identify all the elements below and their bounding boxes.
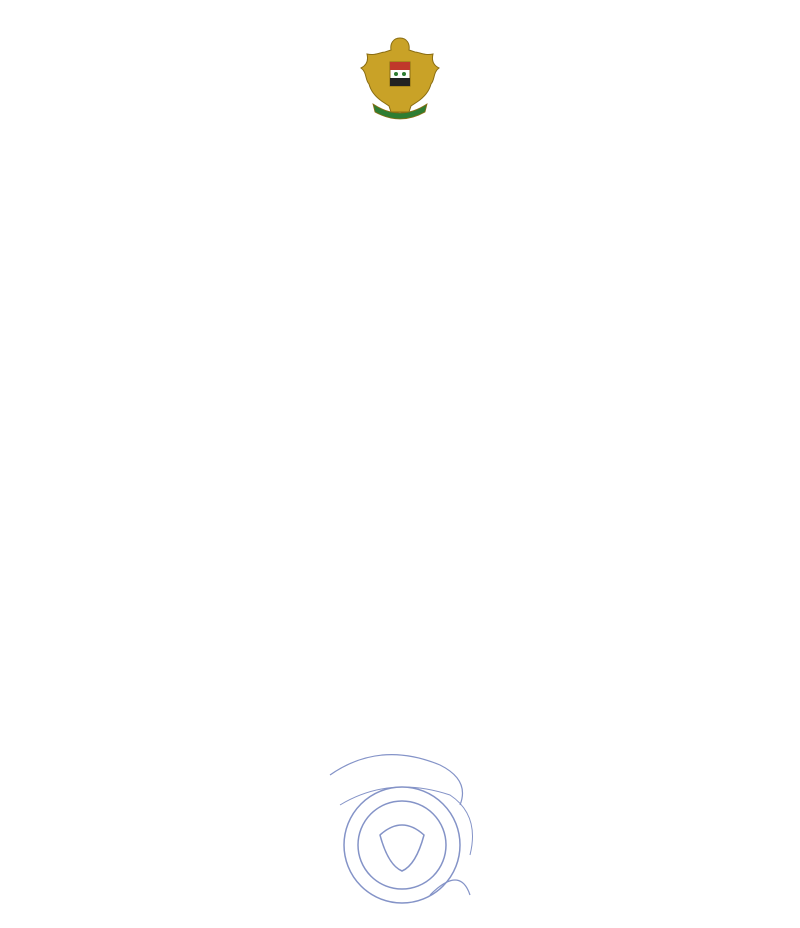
official-stamp: [320, 745, 490, 920]
letter-body: [60, 185, 732, 199]
header-right: [496, 56, 726, 70]
emblem-logo: [355, 32, 445, 122]
